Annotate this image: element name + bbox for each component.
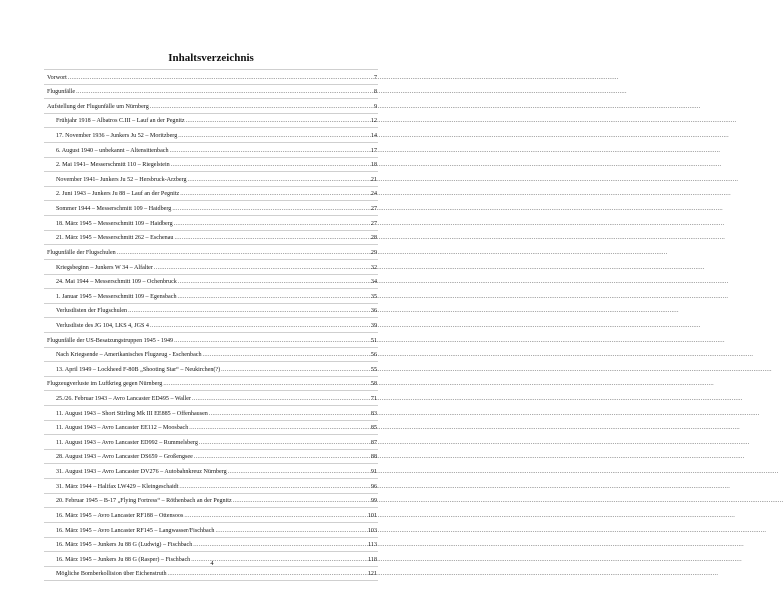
toc-entry[interactable]: [44, 391, 378, 406]
toc-entry-page-number: 99: [370, 498, 377, 505]
toc-entry[interactable]: [44, 523, 378, 538]
dot-leader: [178, 294, 370, 301]
toc-entry-title: 28. August 1943 – Avro Lancaster DS659 – Großengsee: [56, 454, 193, 461]
dot-leader: [128, 308, 370, 315]
toc-entry[interactable]: [44, 464, 378, 479]
toc-entry[interactable]: [44, 114, 378, 129]
dot-leader: [179, 484, 370, 491]
dot-leader: [203, 352, 370, 359]
dot-leader: [194, 454, 370, 461]
page-number: 4: [210, 560, 214, 567]
toc-entry-page-number: 103: [367, 527, 377, 534]
toc-page: [44, 52, 378, 581]
toc-entry[interactable]: [44, 85, 378, 100]
dot-leader: [76, 89, 370, 96]
toc-entry-title: 21. März 1945 – Messerschmitt 262 – Eschenau: [56, 235, 174, 242]
toc-entry-title: 16. März 1945 – Avro Lancaster RF145 – Langwasser/Fischbach: [56, 527, 215, 534]
toc-entry-title: 25./26. Februar 1943 – Avro Lancaster ED495 – Waller: [56, 396, 192, 403]
dot-leader: [68, 75, 370, 82]
toc-entry-page-number: 58: [370, 381, 377, 388]
dot-leader: [171, 162, 370, 169]
toc-entry[interactable]: [44, 421, 378, 436]
toc-entry-title: 16. März 1945 – Junkers Ju 88 G (Ludwig) – Fischbach: [56, 542, 193, 549]
toc-entry[interactable]: [44, 201, 378, 216]
toc-entry-page-number: 121: [367, 571, 377, 578]
dot-leader: [170, 148, 370, 155]
dot-leader: [117, 250, 370, 257]
dot-leader: [178, 279, 370, 286]
toc-entry-page-number: 113: [368, 542, 377, 549]
toc-entry[interactable]: [44, 435, 378, 450]
toc-entry[interactable]: [44, 362, 378, 377]
toc-entry-page-number: 39: [370, 322, 377, 329]
toc-entry-title: Vorwort: [47, 74, 67, 81]
toc-entry[interactable]: [44, 245, 378, 260]
toc-entry[interactable]: [44, 377, 378, 392]
dot-leader: [174, 338, 370, 345]
toc-entry-title: 16. März 1945 – Avro Lancaster RF188 – Ottensoos: [56, 512, 184, 519]
dot-leader: [188, 177, 370, 184]
toc-entry-title: Flugunfälle der Flugschulen: [47, 249, 116, 256]
toc-entry-title: 1. Januar 1945 – Messerschmitt 109 – Egensbach: [56, 293, 177, 300]
toc-entry[interactable]: [44, 479, 378, 494]
toc-entry-title: Aufstellung der Flugunfälle um Nürnberg: [47, 103, 149, 110]
toc-list: [44, 69, 378, 581]
toc-entry-title: 13. April 1949 – Lockheed F-80B „Shooting Star“ – Neukirchen(?): [56, 366, 221, 373]
toc-entry[interactable]: [44, 187, 378, 202]
dot-leader: [154, 265, 370, 272]
toc-entry-page-number: 101: [367, 512, 377, 519]
toc-entry-title: 17. November 1936 – Junkers Ju 52 – Moritzberg: [56, 133, 178, 140]
toc-entry[interactable]: [44, 128, 378, 143]
toc-entry-page-number: 9: [373, 103, 377, 110]
toc-entry-page-number: 17: [370, 147, 377, 154]
toc-entry[interactable]: [44, 216, 378, 231]
toc-entry-title: 16. März 1945 – Junkers Ju 88 G (Rasper) – Fischbach: [56, 556, 191, 563]
toc-entry-title: 20. Februar 1945 – B-17 „Flying Fortress“ – Röthenbach an der Pegnitz: [56, 498, 232, 505]
dot-leader: [163, 381, 370, 388]
toc-entry-title: Verlustlisten der Flugschulen: [56, 308, 128, 315]
dot-leader: [193, 542, 367, 549]
dot-leader: [215, 528, 366, 535]
toc-entry[interactable]: [44, 260, 378, 275]
toc-entry[interactable]: [44, 406, 378, 421]
toc-entry-title: Flugunfälle der US-Besatzungstruppen 1945 - 1949: [47, 337, 174, 344]
toc-entry[interactable]: [44, 99, 378, 114]
toc-entry[interactable]: [44, 289, 378, 304]
toc-entry-page-number: 21: [370, 176, 377, 183]
toc-entry[interactable]: [44, 348, 378, 363]
toc-entry[interactable]: [44, 158, 378, 173]
toc-entry-title: Flugzeugverluste im Luftkrieg gegen Nürnberg: [47, 381, 163, 388]
toc-entry-title: Verlustliste des JG 104, LKS 4, JGS 4: [56, 322, 149, 329]
toc-entry[interactable]: [44, 538, 378, 553]
dot-leader: [168, 571, 367, 578]
toc-entry[interactable]: [44, 304, 378, 319]
toc-entry-title: Frühjahr 1918 – Albatros C.III – Lauf an der Pegnitz: [56, 118, 185, 125]
dot-leader: [186, 118, 370, 125]
toc-entry-title: 31. März 1944 – Halifax LW429 – Kleingeschaidt: [56, 483, 179, 490]
toc-entry-page-number: 56: [370, 352, 377, 359]
toc-entry-page-number: 12: [370, 118, 377, 125]
toc-entry[interactable]: [44, 143, 378, 158]
toc-entry[interactable]: [44, 567, 378, 582]
toc-entry-title: 2. Mai 1941– Messerschmitt 110 – Riegelstein: [56, 162, 170, 169]
dot-leader: [150, 323, 370, 330]
toc-entry-page-number: 85: [370, 425, 377, 432]
dot-leader: [228, 469, 370, 476]
toc-entry-page-number: 88: [370, 454, 377, 461]
dot-leader: [174, 235, 369, 242]
toc-entry-page-number: 14: [370, 133, 377, 140]
dot-leader: [178, 133, 370, 140]
toc-entry-title: 31. August 1943 – Avro Lancaster DV276 – Autobahnkreuz Nürnberg: [56, 469, 227, 476]
toc-entry[interactable]: [44, 333, 378, 348]
toc-entry-page-number: 91: [370, 469, 377, 476]
toc-entry-title: 2. Juni 1943 – Junkers Ju 88 – Lauf an der Pegnitz: [56, 191, 180, 198]
dot-leader: [189, 425, 370, 432]
dot-leader: [174, 221, 370, 228]
toc-entry-page-number: 28: [370, 235, 377, 242]
dot-leader: [221, 367, 370, 374]
dot-leader: [184, 513, 367, 520]
toc-entry-page-number: 55: [370, 366, 377, 373]
toc-entry[interactable]: [44, 70, 378, 85]
toc-entry-title: 24. Mai 1944 – Messerschmitt 109 – Ochenbruck: [56, 279, 177, 286]
page-title: Inhaltsverzeichnis: [168, 52, 254, 64]
toc-entry-title: Nach Kriegsende – Amerikanisches Flugzeug - Eschenbach: [56, 352, 202, 359]
toc-entry-page-number: 118: [368, 556, 377, 563]
toc-entry-page-number: 96: [370, 483, 377, 490]
toc-entry-page-number: 27: [370, 206, 377, 213]
toc-entry-page-number: 29: [370, 249, 377, 256]
toc-entry-page-number: 34: [370, 279, 377, 286]
toc-entry[interactable]: [44, 275, 378, 290]
toc-entry-title: 6. August 1940 – unbekannt – Altensittenbach: [56, 147, 169, 154]
toc-entry-page-number: 36: [370, 308, 377, 315]
dot-leader: [180, 191, 370, 198]
toc-entry-page-number: 27: [370, 220, 377, 227]
toc-entry[interactable]: [44, 318, 378, 333]
toc-entry-title: 11. August 1943 – Avro Lancaster EE112 – Moosbach: [56, 425, 189, 432]
toc-entry-title: 11. August 1943 – Avro Lancaster ED992 – Rummelsberg: [56, 439, 198, 446]
dot-leader: [199, 440, 370, 447]
toc-entry-page-number: 35: [370, 293, 377, 300]
toc-entry-page-number: 51: [370, 337, 377, 344]
toc-entry-page-number: 8: [373, 89, 377, 96]
toc-entry-title: Sommer 1944 – Messerschmitt 109 – Haidberg: [56, 206, 172, 213]
toc-entry-page-number: 18: [370, 162, 377, 169]
dot-leader: [209, 411, 370, 418]
toc-entry-page-number: 87: [370, 439, 377, 446]
toc-entry[interactable]: [44, 172, 378, 187]
toc-entry-page-number: 7: [373, 74, 377, 81]
toc-entry[interactable]: [44, 231, 378, 246]
dot-leader: [172, 206, 370, 213]
toc-entry[interactable]: [44, 494, 378, 509]
toc-entry-title: Kriegsbeginn – Junkers W 34 – Alfalter: [56, 264, 153, 271]
toc-entry-title: Flugunfälle: [47, 89, 76, 96]
toc-entry-title: November 1941– Junkers Ju 52 – Hersbruck-Arzberg: [56, 176, 187, 183]
toc-entry-page-number: 71: [370, 396, 377, 403]
toc-entry-title: Mögliche Bomberkollision über Eichenstruth: [56, 571, 167, 578]
toc-entry-page-number: 32: [370, 264, 377, 271]
toc-entry[interactable]: [44, 450, 378, 465]
toc-entry-title: 18. März 1945 – Messerschmitt 109 – Haidberg: [56, 220, 173, 227]
toc-entry[interactable]: [44, 508, 378, 523]
toc-entry-title: 11. August 1943 – Short Stirling Mk III EE885 – Offenhausen: [56, 410, 208, 417]
dot-leader: [192, 396, 370, 403]
dot-leader: [150, 104, 370, 111]
dot-leader: [233, 498, 370, 505]
toc-entry-page-number: 83: [370, 410, 377, 417]
toc-entry-page-number: 24: [370, 191, 377, 198]
